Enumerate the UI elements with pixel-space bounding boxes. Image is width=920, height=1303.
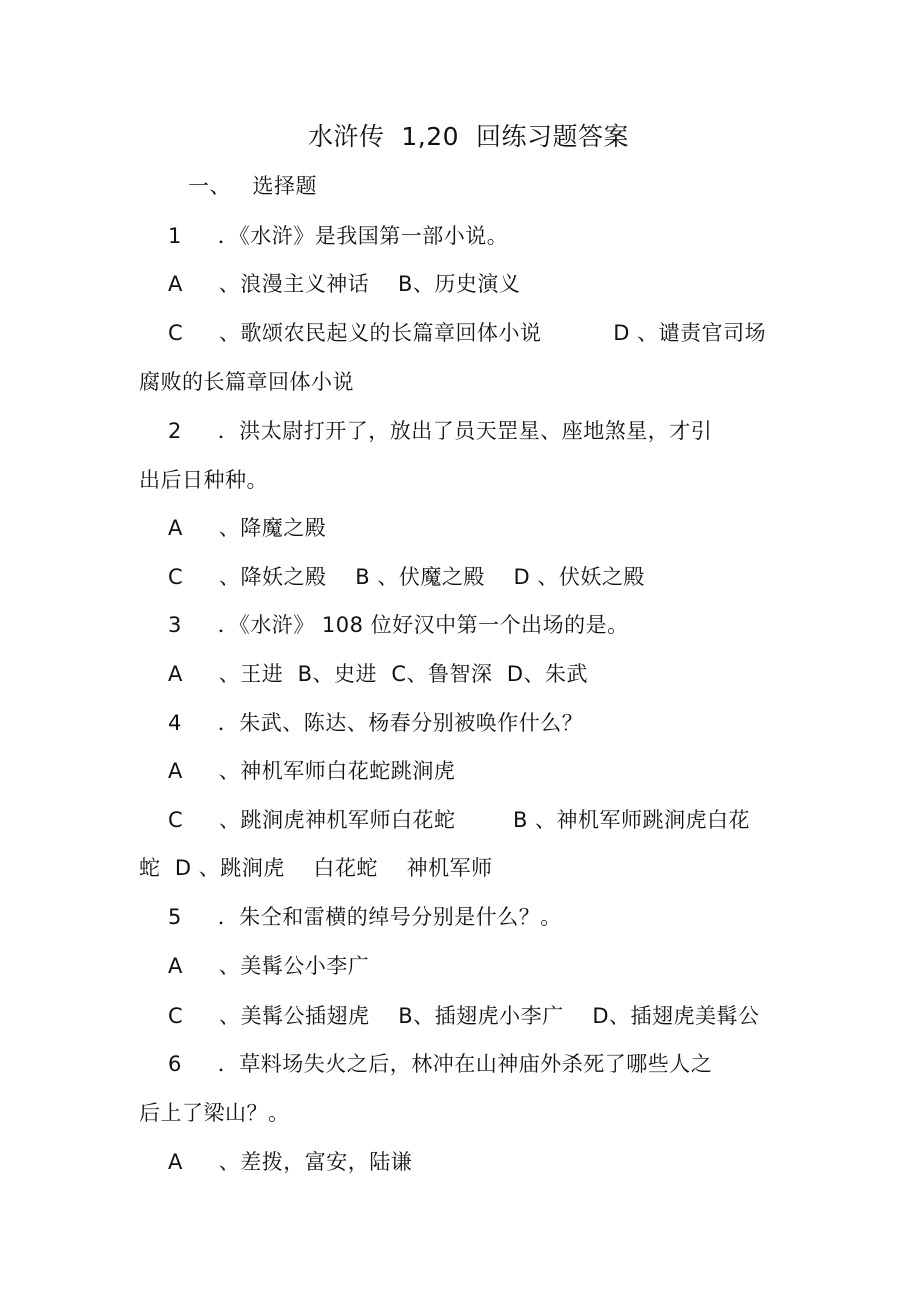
question-4-options-continued: 蛇 D 、跳涧虎 白花蛇 神机军师	[139, 856, 493, 880]
question-1-options-continued: 腐败的长篇章回体小说	[139, 370, 354, 394]
question-1-options-c-d: C 、歌颂农民起义的长篇章回体小说 D 、谴责官司场	[168, 321, 767, 345]
question-5-options-c-b-d: C 、美髯公插翅虎 B、插翅虎小李广 D、插翅虎美髯公	[168, 1004, 760, 1028]
question-4-options-c-b: C 、跳涧虎神机军师白花蛇 B 、神机军师跳涧虎白花	[168, 808, 751, 832]
section-heading: 一、 选择题	[188, 174, 318, 198]
question-3-options: A 、王进 B、史进 C、鲁智深 D、朱武	[168, 662, 589, 686]
question-3: 3 ．《水浒》 108 位好汉中第一个出场的是。	[168, 613, 629, 637]
question-5-option-a: A 、美髯公小李广	[168, 954, 370, 978]
question-2-options-b-c-d: C 、降妖之殿 B 、伏魔之殿 D 、伏妖之殿	[168, 565, 645, 589]
question-6-option-a: A 、差拨，富安，陆谦	[168, 1150, 413, 1174]
question-4-option-a: A 、神机军师白花蛇跳涧虎	[168, 759, 456, 783]
question-1: 1 ．《水浒》是我国第一部小说。	[168, 224, 509, 248]
question-6-continued: 后上了梁山？。	[139, 1101, 290, 1125]
question-2: 2 ．洪太尉打开了，放出了员天罡星、座地煞星，才引	[168, 419, 713, 443]
question-4: 4 ．朱武、陈达、杨春分别被唤作什么？	[168, 711, 584, 735]
question-2-option-a: A 、降魔之殿	[168, 516, 327, 540]
question-5: 5 ．朱仝和雷横的绰号分别是什么？。	[168, 905, 562, 929]
document-title: 水浒传 1,20 回练习题答案	[308, 122, 629, 151]
question-2-continued: 出后日种种。	[139, 468, 268, 492]
question-6: 6 ．草料场失火之后，林冲在山神庙外杀死了哪些人之	[168, 1052, 713, 1076]
question-1-options-a-b: A 、浪漫主义神话 B、历史演义	[168, 272, 521, 296]
